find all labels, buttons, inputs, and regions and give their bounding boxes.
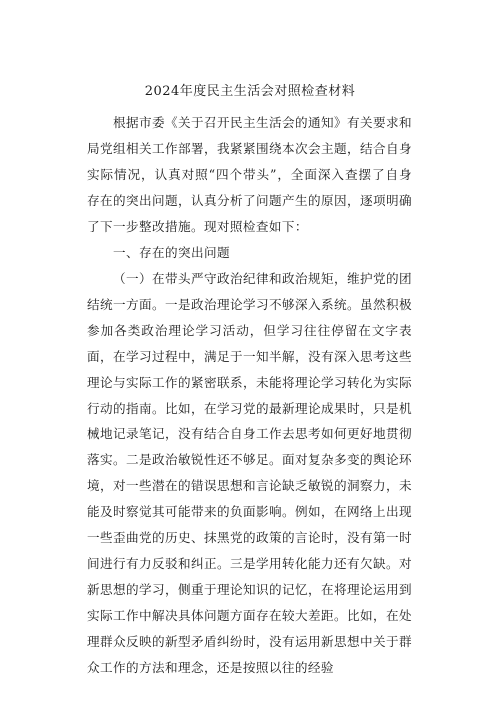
- document-title: 2024年度民主生活会对照检查材料: [144, 84, 356, 99]
- body-paragraph: （一）在带头严守政治纪律和政治规矩，维护党的团结统一方面。一是政治理论学习不够深入系统。虽然积极参加各类政治理论学习活动，但学习往往停留在文字表面，在学习过程中，满足于一知半解，没有深入思考这些理论与实际工作的紧密联系，未能将理论学习转化为实际行动的指南。比如，在学习党的最新理论成果时，只是机械地记录笔记，没有结合自身工作去思考如何更好地贯彻落实。二是政治敏锐性还不够足。面对复杂多变的舆论环境，对一些潜在的错误思想和言论缺乏敏锐的洞察力，未能及时察觉其可能带来的负面影响。例如，在网络上出现一些歪曲党的历史、抹黑党的政策的言论时，没有第一时间进行有力反驳和纠正。三是学用转化能力还有欠缺。对新思想的学习，侧重于理论知识的记忆，在将理论运用到实际工作中解决具体问题方面存在较大差距。比如，在处理群众反映的新型矛盾纠纷时，没有运用新思想中关于群众工作的方法和理念，还是按照以往的经验: [87, 271, 412, 675]
- section-heading: 一、存在的突出问题: [113, 245, 230, 260]
- intro-paragraph: 根据市委《关于召开民主生活会的通知》有关要求和局党组相关工作部署，我紧紧围绕本次会主题，结合自身实际情况，认真对照“四个带头”，全面深入查摆了自身存在的突出问题，认真分析了问题产生的原因，逐项明确了下一步整改措施。现对照检查如下：: [87, 115, 412, 234]
